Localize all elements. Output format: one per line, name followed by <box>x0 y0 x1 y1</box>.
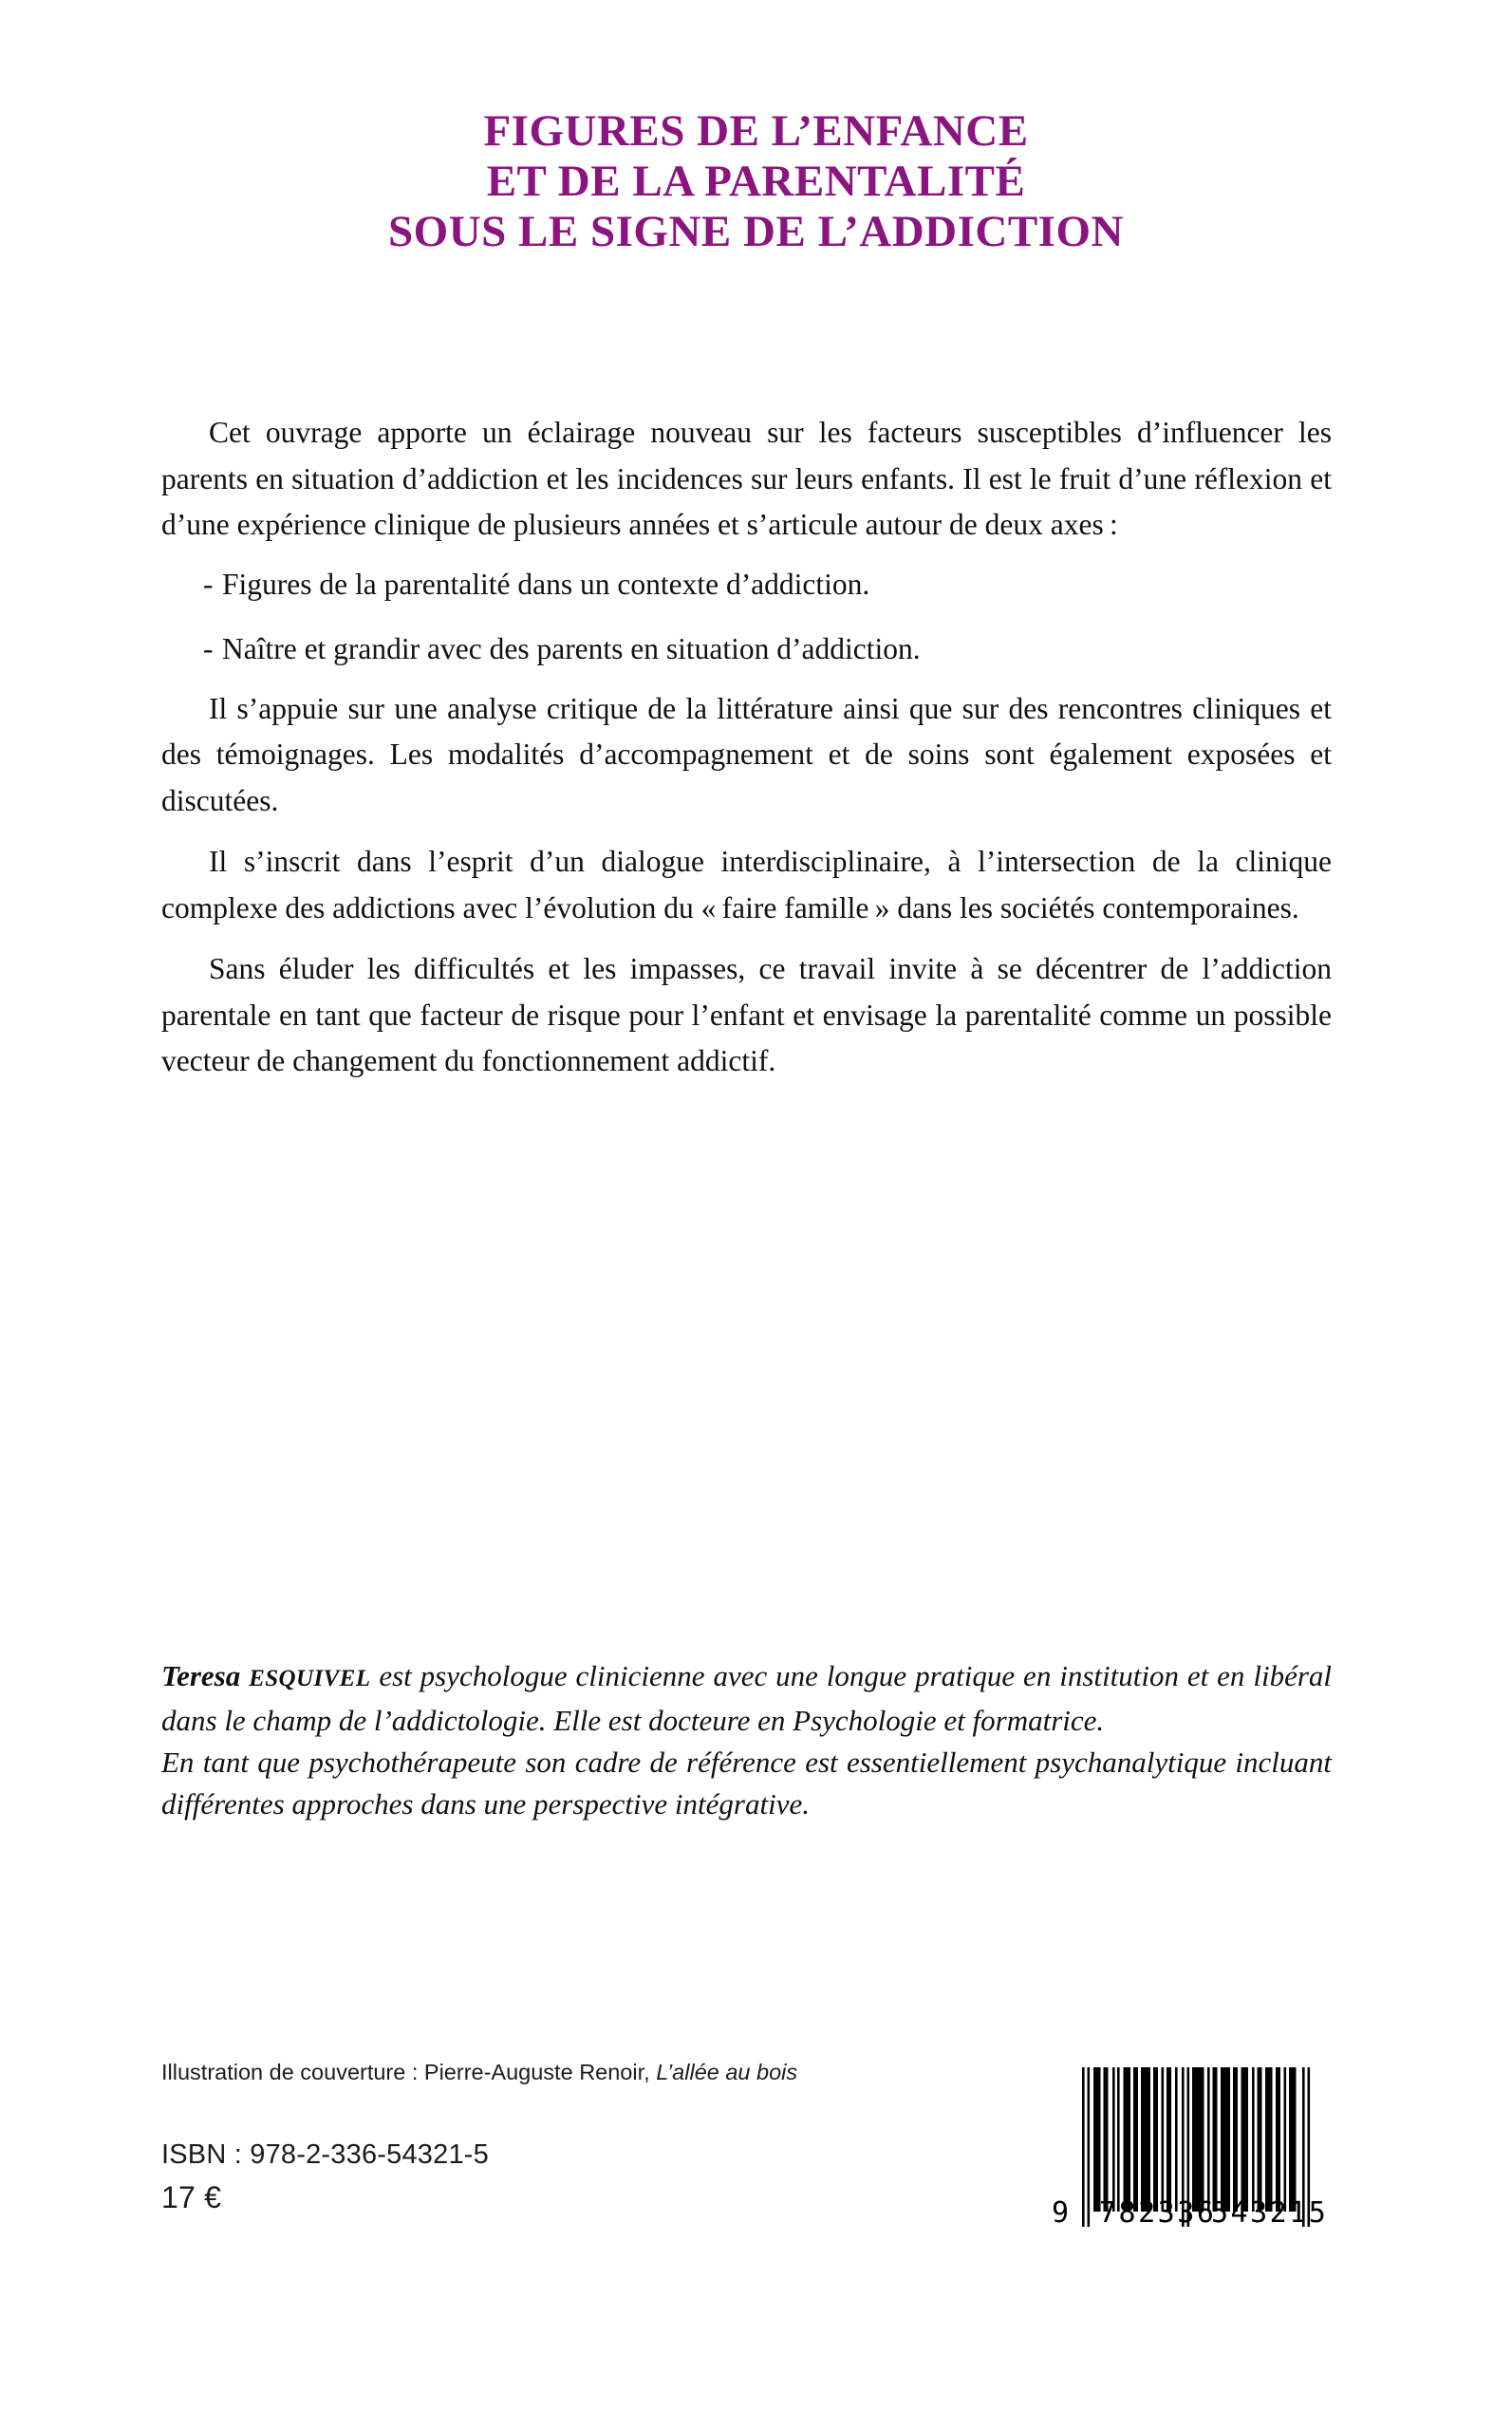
author-bio-paragraph-1 <box>161 1655 1332 1742</box>
blurb-bullet-list <box>161 562 1332 673</box>
author-bio-intro-text: est psychologue clinicienne avec une longue pratique en institution et en libéral dans le champ de l’addictologie. Elle est docteure en Psychologie et formatrice. <box>161 1659 1332 1737</box>
author-bio <box>161 1655 1332 1825</box>
blurb-paragraph-2: Il s’appuie sur une analyse critique de la littérature ainsi que sur des rencontres cliniques et des témoignages. Les modalités d’accompagnement et de soins sont également exposées et discutées. <box>161 691 1332 817</box>
list-item <box>161 626 1332 673</box>
title-line-1: FIGURES DE L’ENFANCE <box>483 106 1029 156</box>
author-bio-paragraph-2: En tant que psychothérapeute son cadre de référence est essentiellement psychanalytique incluant différentes approches dans une perspective intégrative. <box>161 1746 1332 1821</box>
blurb-paragraph-1: Cet ouvrage apporte un éclairage nouveau sur les facteurs susceptibles d’influencer les parents en situation d’addiction et les incidences sur leurs enfants. Il est le fruit d’une réflexion et d’une expérience clinique de plusieurs années et s’articule autour de deux axes : <box>161 416 1332 541</box>
credit-prefix-text: Illustration de couverture : Pierre-Auguste Renoir, <box>161 2060 657 2084</box>
barcode-digit-group-left: 782336 <box>1099 2196 1217 2230</box>
book-title <box>0 106 1512 257</box>
title-line-2: ET DE LA PARENTALITÉ <box>486 157 1026 206</box>
barcode-digit-system: 9 <box>1052 2196 1070 2230</box>
price-text: 17 € <box>161 2180 222 2214</box>
list-item <box>161 562 1332 608</box>
blurb-paragraph-4: Sans éluder les difficultés et les impasses, ce travail invite à se décentrer de l’addiction parentale en tant que facteur de risque pour l’enfant et envisage la parentalité comme un possible vecteur de changement du fonctionnement addictif. <box>161 952 1332 1077</box>
title-line-3: SOUS LE SIGNE DE L’ADDICTION <box>388 207 1124 256</box>
blurb-text <box>161 410 1332 1088</box>
cover-illustration-credit <box>161 2058 883 2087</box>
author-last-name: ESQUIVEL <box>249 1666 371 1691</box>
blurb-paragraph-3: Il s’inscrit dans l’esprit d’un dialogue interdisciplinaire, à l’intersection de la clinique complexe des addictions avec l’évolution du « faire famille » dans les sociétés contemporaines. <box>161 845 1332 924</box>
bullet-dash-icon: - <box>203 567 214 601</box>
credit-artwork-title: L’allée au bois <box>656 2060 798 2084</box>
isbn-text: ISBN : 978-2-336-54321-5 <box>161 2139 489 2170</box>
ean13-barcode <box>1052 2067 1334 2230</box>
list-item-label: Figures de la parentalité dans un contexte d’addiction. <box>222 567 870 601</box>
list-item-label: Naître et grandir avec des parents en situation d’addiction. <box>222 632 921 665</box>
barcode-digit-group-right: 543215 <box>1211 2196 1329 2230</box>
author-first-name: Teresa <box>161 1659 241 1692</box>
bullet-dash-icon: - <box>203 632 214 665</box>
